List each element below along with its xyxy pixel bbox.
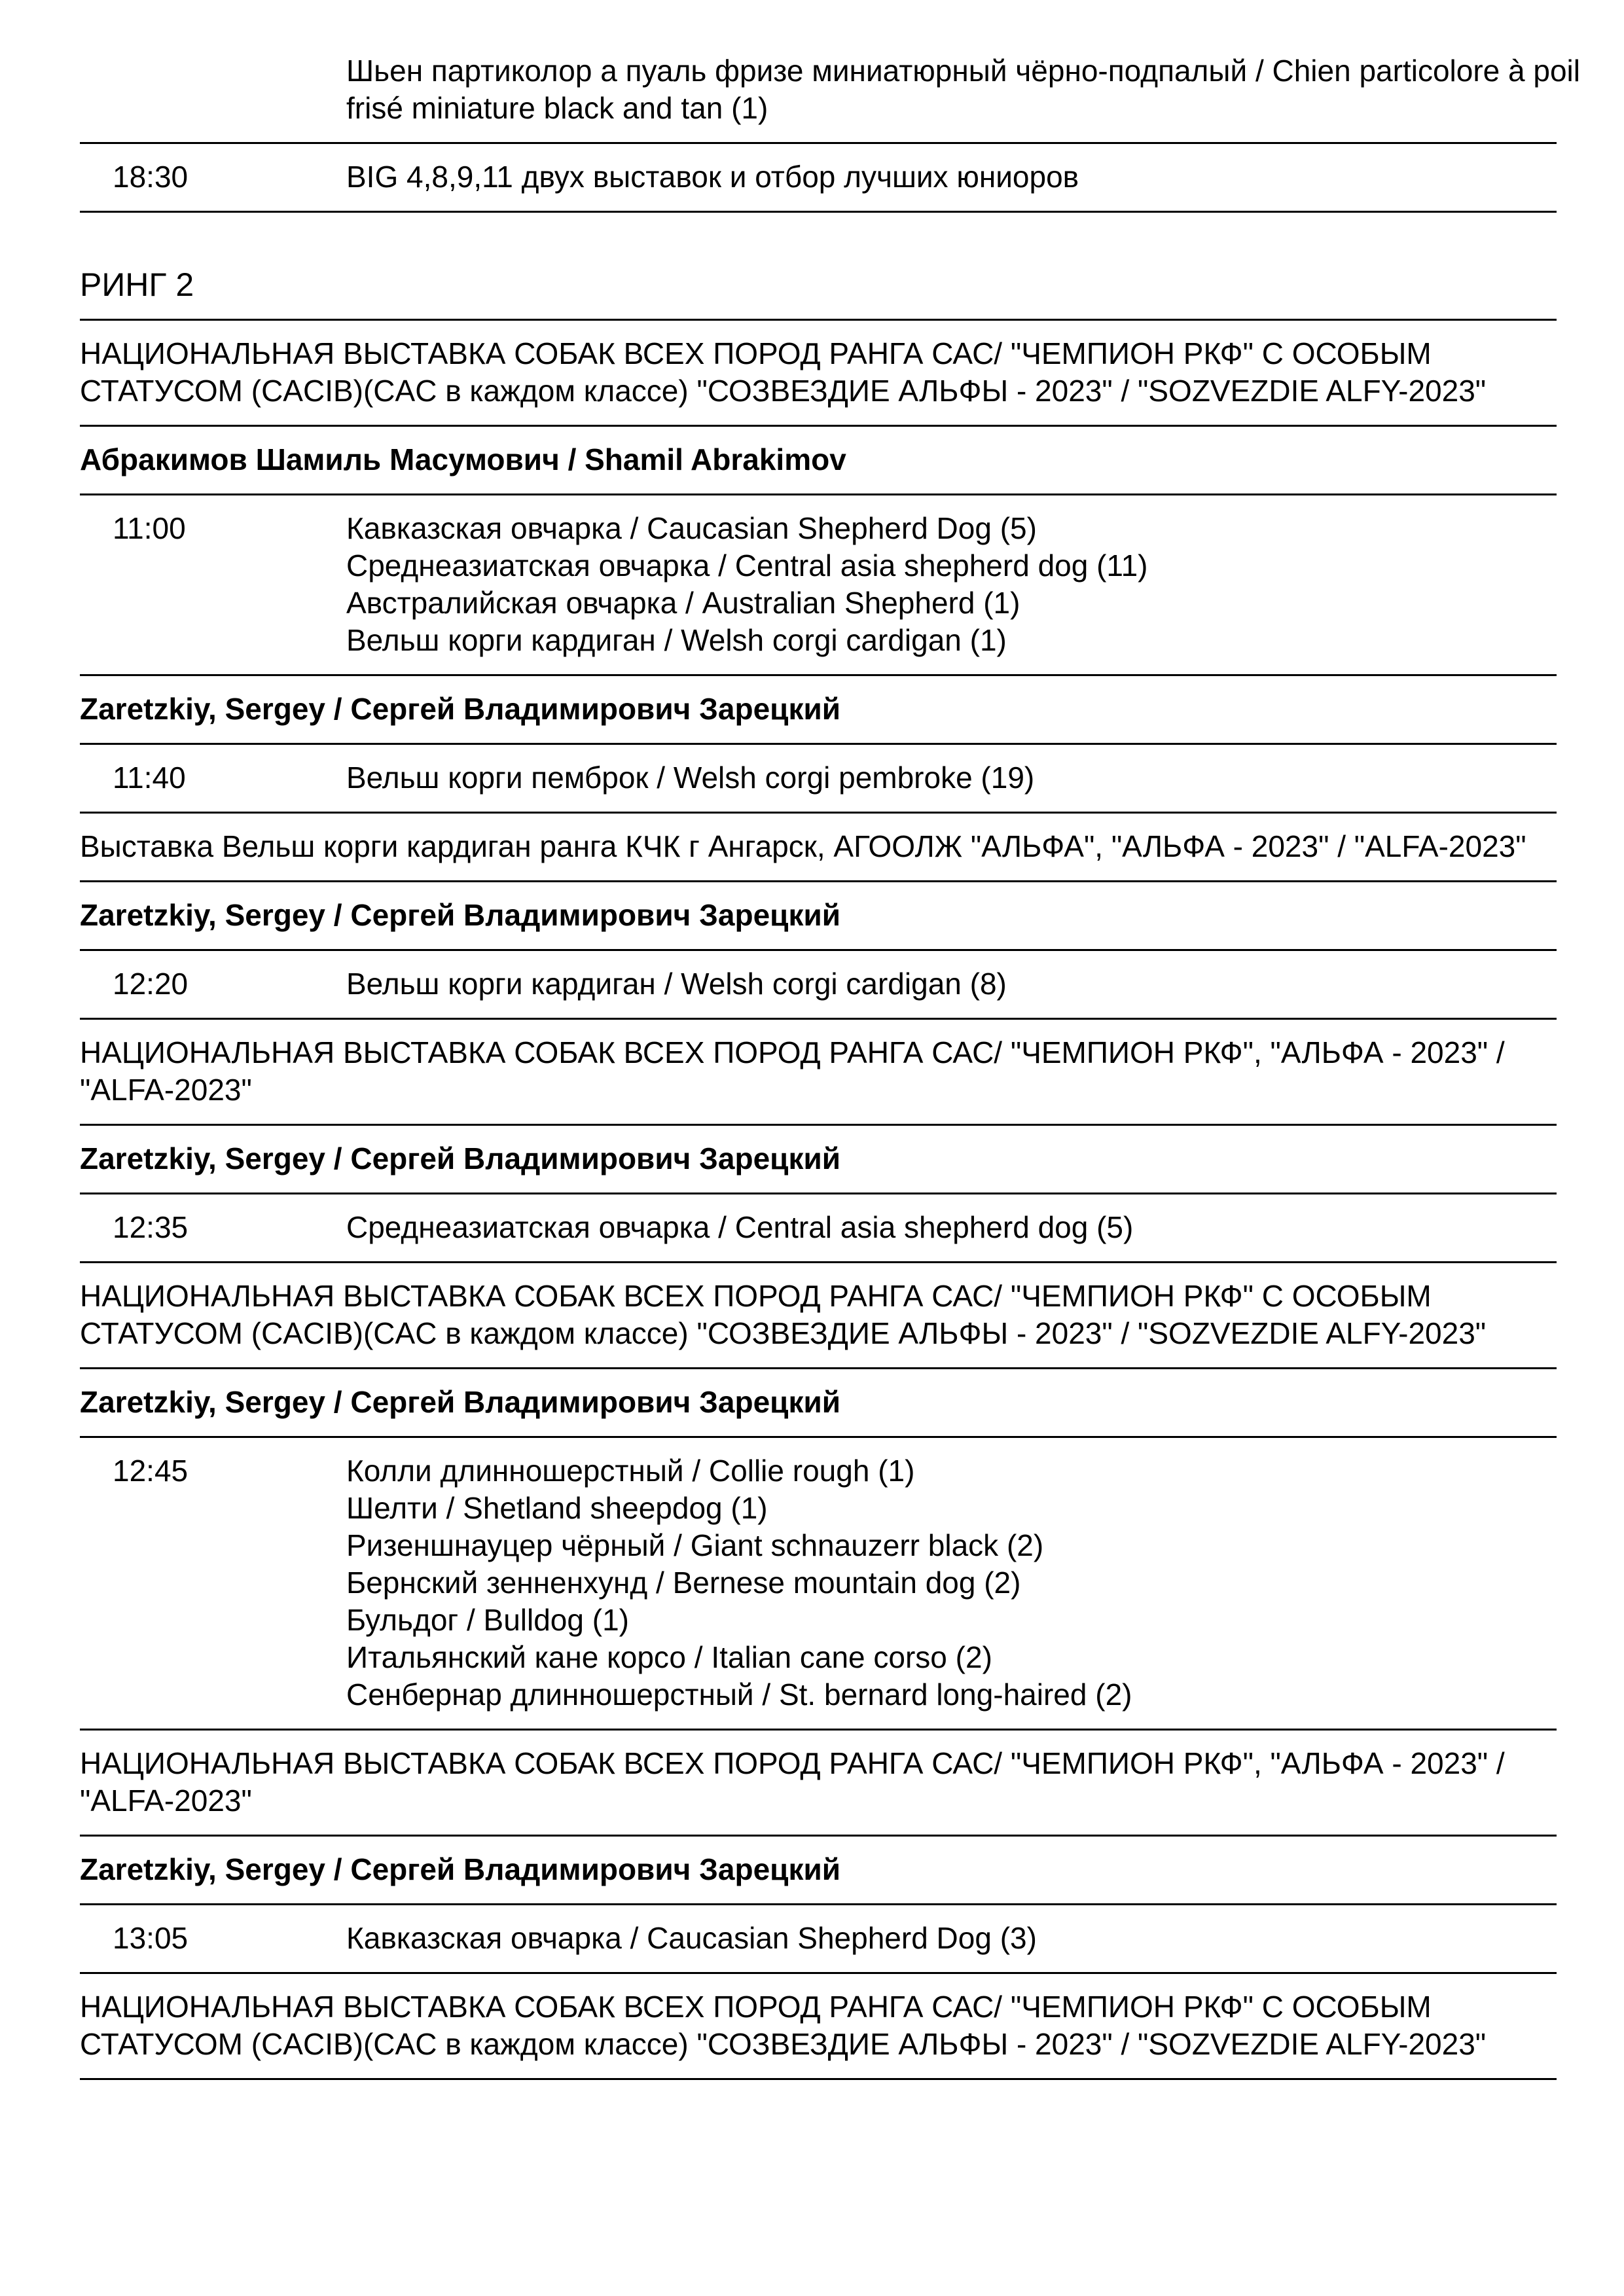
time-slot: 13:05 <box>113 1921 189 1955</box>
breed-entry: Бернский зенненхунд / Bernese mountain dog (2) <box>346 1566 1021 1600</box>
schedule-page <box>80 52 1580 2080</box>
breed-list <box>346 965 1557 1003</box>
time-slot: 12:45 <box>113 1454 189 1488</box>
breed-entry: Вельш корги кардиган / Welsh corgi cardigan (1) <box>346 623 1007 657</box>
breed-entry: Шелти / Shetland sheepdog (1) <box>346 1491 768 1525</box>
judge-name: Zaretzkiy, Sergey / Сергей Владимирович Зарецкий <box>80 1385 841 1419</box>
schedule-row <box>80 951 1557 1018</box>
breed-entry: Среднеазиатская овчарка / Central asia shepherd dog (11) <box>346 548 1148 583</box>
breed-entry: Вельш корги пемброк / Welsh corgi pembroke (19) <box>346 761 1035 795</box>
judge-name: Абракимов Шамиль Масумович / Shamil Abrakimov <box>80 442 846 476</box>
judge-name: Zaretzkiy, Sergey / Сергей Владимирович Зарецкий <box>80 692 841 726</box>
schedule-row-continued <box>80 52 1580 142</box>
schedule-row-final <box>80 144 1557 211</box>
judge-name: Zaretzkiy, Sergey / Сергей Владимирович Зарецкий <box>80 1852 841 1886</box>
breed-entry: Итальянский кане корсо / Italian cane corso (2) <box>346 1640 992 1674</box>
schedule-row <box>80 1905 1557 1972</box>
schedule-row <box>80 1438 1557 1729</box>
divider <box>80 2078 1557 2080</box>
show-title: НАЦИОНАЛЬНАЯ ВЫСТАВКА СОБАК ВСЕХ ПОРОД РАНГА САС/ "ЧЕМПИОН РКФ" С ОСОБЫМ СТАТУСОМ (CACIB)(CAC в каждом классе) "СОЗВЕЗДИЕ АЛЬФЫ - 2023" / "SOZVEZDIE ALFY-2023" <box>80 1990 1487 2061</box>
schedule-row <box>80 495 1557 674</box>
breed-entry: Вельш корги кардиган / Welsh corgi cardigan (8) <box>346 967 1007 1001</box>
final-event-label: BIG 4,8,9,11 двух выставок и отбор лучших юниоров <box>346 160 1079 194</box>
breed-entry: Бульдог / Bulldog (1) <box>346 1603 629 1637</box>
show-title: НАЦИОНАЛЬНАЯ ВЫСТАВКА СОБАК ВСЕХ ПОРОД РАНГА САС/ "ЧЕМПИОН РКФ" С ОСОБЫМ СТАТУСОМ (CACIB)(CAC в каждом классе) "СОЗВЕЗДИЕ АЛЬФЫ - 2023" / "SOZVEZDIE ALFY-2023" <box>80 1279 1487 1350</box>
breed-list <box>346 510 1557 659</box>
breed-entry: Шьен партиколор а пуаль фризе миниатюрный чёрно-подпалый / Chien particolore à poil frisé miniature black and tan (1) <box>346 54 1580 125</box>
breed-list <box>346 759 1557 797</box>
show-title: НАЦИОНАЛЬНАЯ ВЫСТАВКА СОБАК ВСЕХ ПОРОД РАНГА САС/ "ЧЕМПИОН РКФ" С ОСОБЫМ СТАТУСОМ (CACIB)(CAC в каждом классе) "СОЗВЕЗДИЕ АЛЬФЫ - 2023" / "SOZVEZDIE ALFY-2023" <box>80 336 1487 408</box>
judge-name: Zaretzkiy, Sergey / Сергей Владимирович Зарецкий <box>80 1141 841 1175</box>
breed-entry: Кавказская овчарка / Caucasian Shepherd Dog (3) <box>346 1921 1037 1955</box>
show-title: Выставка Вельш корги кардиган ранга КЧК г Ангарск, АГООЛЖ "АЛЬФА", "АЛЬФА - 2023" / "ALFA-2023" <box>80 829 1526 863</box>
time-slot: 18:30 <box>113 160 189 194</box>
breed-entry: Ризеншнауцер чёрный / Giant schnauzerr black (2) <box>346 1528 1044 1562</box>
judge-name: Zaretzkiy, Sergey / Сергей Владимирович Зарецкий <box>80 898 841 932</box>
breed-list <box>346 158 1557 196</box>
breed-entry: Кавказская овчарка / Caucasian Shepherd Dog (5) <box>346 511 1037 545</box>
time-slot: 12:20 <box>113 967 189 1001</box>
breed-entry: Австралийская овчарка / Australian Shepherd (1) <box>346 586 1020 620</box>
time-slot: 12:35 <box>113 1210 189 1244</box>
breed-entry: Колли длинношерстный / Collie rough (1) <box>346 1454 915 1488</box>
show-title: НАЦИОНАЛЬНАЯ ВЫСТАВКА СОБАК ВСЕХ ПОРОД РАНГА САС/ "ЧЕМПИОН РКФ", "АЛЬФА - 2023" / "ALFA-2023" <box>80 1746 1505 1818</box>
schedule-row <box>80 1194 1557 1261</box>
breed-list <box>346 1920 1557 1957</box>
breed-list <box>346 52 1590 127</box>
time-slot: 11:40 <box>113 761 186 795</box>
breed-entry: Среднеазиатская овчарка / Central asia shepherd dog (5) <box>346 1210 1134 1244</box>
breed-list <box>346 1452 1557 1713</box>
show-title: НАЦИОНАЛЬНАЯ ВЫСТАВКА СОБАК ВСЕХ ПОРОД РАНГА САС/ "ЧЕМПИОН РКФ", "АЛЬФА - 2023" / "ALFA-2023" <box>80 1035 1505 1107</box>
time-slot <box>80 52 346 127</box>
breed-entry: Сенбернар длинношерстный / St. bernard long-haired (2) <box>346 1677 1132 1712</box>
schedule-row <box>80 745 1557 812</box>
time-slot: 11:00 <box>113 511 186 545</box>
ring-heading: РИНГ 2 <box>80 266 194 303</box>
breed-list <box>346 1209 1557 1246</box>
